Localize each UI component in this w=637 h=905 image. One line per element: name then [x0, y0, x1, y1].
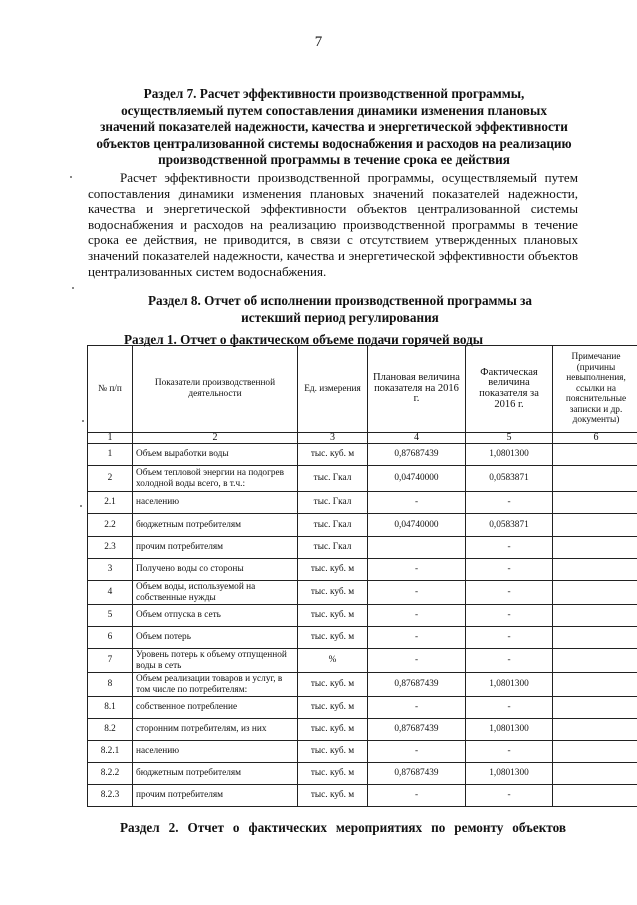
cell-number: 8.2.2 [88, 763, 133, 785]
table-row [88, 559, 637, 581]
cell-note [553, 627, 637, 649]
cell-plan: 0,87687439 [368, 719, 466, 741]
header-unit: Ед. измерения [298, 346, 368, 433]
cell-number: 2 [88, 466, 133, 492]
column-number: 2 [133, 433, 298, 444]
cell-unit: тыс. куб. м [298, 763, 368, 785]
cell-number: 7 [88, 649, 133, 673]
cell-number: 8 [88, 673, 133, 697]
cell-indicator: Объем потерь [133, 627, 298, 649]
cell-unit: тыс. Гкал [298, 537, 368, 559]
table-row [88, 492, 637, 514]
section-8-heading: Раздел 8. Отчет об исполнении производственной программы за истекший период регулирования [147, 293, 533, 325]
cell-note [553, 785, 637, 807]
cell-fact: - [466, 649, 553, 673]
section-7-body: Расчет эффективности производственной программы, осуществляемый путем сопоставления динамики изменения плановых значений показателей надежности, качества и энергетической эффективности объектов централизованной системы водоснабжения и расходов на реализацию производственной программы в течение срока ее действия, не приводится, в связи с отсутствием утвержденных плановых значений показателей надежности, качества и энергетической эффективности объектов централизованных систем водоснабжения. [88, 170, 578, 279]
scan-speck [70, 176, 72, 178]
cell-number: 3 [88, 559, 133, 581]
table-row [88, 537, 637, 559]
table-row [88, 466, 637, 492]
cell-unit: тыс. куб. м [298, 581, 368, 605]
cell-fact: 1,0801300 [466, 719, 553, 741]
cell-indicator: Объем выработки воды [133, 444, 298, 466]
header-plan: Плановая величина показателя на 2016 г. [368, 346, 466, 433]
cell-plan [368, 537, 466, 559]
cell-indicator: Получено воды со стороны [133, 559, 298, 581]
cell-plan: 0,87687439 [368, 444, 466, 466]
cell-fact: 1,0801300 [466, 763, 553, 785]
cell-indicator: прочим потребителям [133, 537, 298, 559]
cell-fact: - [466, 537, 553, 559]
cell-plan: - [368, 627, 466, 649]
cell-number: 2.3 [88, 537, 133, 559]
cell-indicator: населению [133, 492, 298, 514]
table-row [88, 741, 637, 763]
cell-unit: тыс. куб. м [298, 605, 368, 627]
cell-plan: - [368, 649, 466, 673]
cell-unit: тыс. куб. м [298, 697, 368, 719]
cell-indicator: Объем отпуска в сеть [133, 605, 298, 627]
cell-indicator: собственное потребление [133, 697, 298, 719]
column-number-row [88, 433, 637, 444]
header-number: № п/п [88, 346, 133, 433]
table-row [88, 514, 637, 537]
cell-number: 4 [88, 581, 133, 605]
page-number: 7 [314, 34, 323, 50]
cell-note [553, 466, 637, 492]
cell-fact: - [466, 627, 553, 649]
column-number: 3 [298, 433, 368, 444]
cell-plan: - [368, 492, 466, 514]
cell-number: 2.2 [88, 514, 133, 537]
cell-note [553, 605, 637, 627]
cell-note [553, 559, 637, 581]
cell-fact: - [466, 492, 553, 514]
cell-note [553, 763, 637, 785]
cell-note [553, 444, 637, 466]
cell-fact: 0,0583871 [466, 466, 553, 492]
hot-water-report-table [87, 345, 637, 807]
cell-note [553, 741, 637, 763]
cell-plan: - [368, 785, 466, 807]
cell-plan: 0,87687439 [368, 673, 466, 697]
cell-plan: 0,04740000 [368, 466, 466, 492]
cell-number: 8.2.1 [88, 741, 133, 763]
cell-plan: - [368, 559, 466, 581]
cell-unit: тыс. куб. м [298, 741, 368, 763]
table-row [88, 785, 637, 807]
cell-number: 8.1 [88, 697, 133, 719]
cell-unit: тыс. Гкал [298, 492, 368, 514]
cell-plan: 0,87687439 [368, 763, 466, 785]
header-fact: Фактическая величина показателя за 2016 г. [466, 346, 553, 433]
cell-indicator: населению [133, 741, 298, 763]
cell-unit: тыс. куб. м [298, 673, 368, 697]
cell-number: 5 [88, 605, 133, 627]
column-number: 5 [466, 433, 553, 444]
cell-fact: - [466, 559, 553, 581]
cell-note [553, 673, 637, 697]
cell-number: 2.1 [88, 492, 133, 514]
cell-unit: % [298, 649, 368, 673]
cell-indicator: бюджетным потребителям [133, 763, 298, 785]
cell-indicator: Уровень потерь к объему отпущенной воды в сеть [133, 649, 298, 673]
cell-unit: тыс. куб. м [298, 627, 368, 649]
table-row [88, 719, 637, 741]
cell-indicator: Объем тепловой энергии на подогрев холодной воды всего, в т.ч.: [133, 466, 298, 492]
cell-unit: тыс. куб. м [298, 444, 368, 466]
cell-number: 8.2 [88, 719, 133, 741]
column-number: 6 [553, 433, 637, 444]
cell-plan: - [368, 697, 466, 719]
cell-note [553, 492, 637, 514]
table-row [88, 627, 637, 649]
cell-fact: - [466, 581, 553, 605]
cell-plan: - [368, 741, 466, 763]
table-row [88, 649, 637, 673]
subsection-1-heading: Раздел 1. Отчет о фактическом объеме подачи горячей воды [124, 332, 484, 347]
section-7-heading: Раздел 7. Расчет эффективности производственной программы, осуществляемый путем сопоставления динамики изменения плановых значений показателей надежности, качества и энергетической эффективности объектов централизованной системы водоснабжения и расходов на реализацию производственной программы в течение срока ее действия [96, 86, 572, 167]
cell-indicator: прочим потребителям [133, 785, 298, 807]
cell-note [553, 581, 637, 605]
cell-plan: - [368, 605, 466, 627]
cell-fact: - [466, 741, 553, 763]
subsection-2-heading: Раздел 2. Отчет о фактических мероприятиях по ремонту объектов [120, 820, 566, 835]
cell-unit: тыс. куб. м [298, 785, 368, 807]
cell-fact: - [466, 785, 553, 807]
header-note: Примечание (причины невыполнения, ссылки на пояснительные записки и др. документы) [553, 346, 637, 433]
table-row [88, 697, 637, 719]
table-row [88, 581, 637, 605]
cell-note [553, 514, 637, 537]
cell-fact: - [466, 605, 553, 627]
cell-indicator: Объем воды, используемой на собственные нужды [133, 581, 298, 605]
cell-fact: - [466, 697, 553, 719]
cell-number: 8.2.3 [88, 785, 133, 807]
header-indicator: Показатели производственной деятельности [133, 346, 298, 433]
scan-speck [72, 287, 74, 289]
cell-fact: 1,0801300 [466, 673, 553, 697]
cell-unit: тыс. куб. м [298, 559, 368, 581]
scan-speck [80, 505, 82, 507]
cell-number: 1 [88, 444, 133, 466]
cell-fact: 1,0801300 [466, 444, 553, 466]
cell-number: 6 [88, 627, 133, 649]
cell-note [553, 697, 637, 719]
cell-note [553, 649, 637, 673]
cell-plan: - [368, 581, 466, 605]
column-number: 1 [88, 433, 133, 444]
cell-note [553, 719, 637, 741]
cell-indicator: бюджетным потребителям [133, 514, 298, 537]
cell-plan: 0,04740000 [368, 514, 466, 537]
cell-fact: 0,0583871 [466, 514, 553, 537]
table-header-row [88, 346, 637, 433]
column-number: 4 [368, 433, 466, 444]
table-row [88, 673, 637, 697]
cell-unit: тыс. Гкал [298, 466, 368, 492]
scan-speck [82, 420, 84, 422]
cell-indicator: Объем реализации товаров и услуг, в том числе по потребителям: [133, 673, 298, 697]
table-row [88, 605, 637, 627]
cell-note [553, 537, 637, 559]
cell-unit: тыс. куб. м [298, 719, 368, 741]
cell-unit: тыс. Гкал [298, 514, 368, 537]
table-row [88, 763, 637, 785]
cell-indicator: сторонним потребителям, из них [133, 719, 298, 741]
table-row [88, 444, 637, 466]
